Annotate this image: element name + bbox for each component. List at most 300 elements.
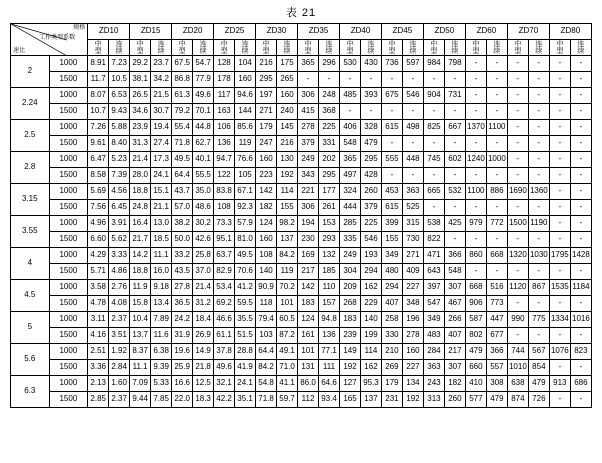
data-cell: 231 [381, 392, 402, 408]
data-cell: 874 [507, 392, 528, 408]
data-cell: - [360, 72, 381, 88]
data-cell: - [570, 168, 591, 184]
data-cell: 49.5 [172, 152, 193, 168]
data-cell: 50.0 [172, 232, 193, 248]
specification-table [10, 23, 592, 408]
data-cell: - [423, 104, 444, 120]
data-cell: 128 [214, 56, 235, 72]
data-cell: - [570, 200, 591, 216]
data-cell: 183 [298, 296, 319, 312]
data-cell: - [570, 232, 591, 248]
data-cell: 471 [423, 248, 444, 264]
data-cell: 30.7 [151, 104, 172, 120]
data-cell: 26.5 [130, 88, 151, 104]
data-cell: 43.5 [172, 264, 193, 280]
rpm-cell: 1000 [49, 184, 88, 200]
data-cell: 331 [319, 136, 340, 152]
data-cell: 94.7 [214, 152, 235, 168]
data-cell: - [298, 72, 319, 88]
data-cell: - [465, 136, 486, 152]
data-cell: 268 [340, 296, 361, 312]
data-cell: 1.92 [109, 344, 130, 360]
data-cell: - [549, 72, 570, 88]
data-cell: 306 [298, 88, 319, 104]
page-title: 表 21 [285, 7, 317, 19]
data-cell: 25.9 [172, 360, 193, 376]
data-cell: - [381, 136, 402, 152]
table-head [11, 24, 592, 56]
data-cell: 278 [298, 120, 319, 136]
data-cell: 615 [381, 200, 402, 216]
column-group-header: ZD20 [172, 24, 214, 40]
data-cell: 182 [256, 200, 277, 216]
data-cell: - [528, 328, 549, 344]
data-cell: 70.1 [193, 104, 214, 120]
data-cell: 145 [277, 120, 298, 136]
data-cell: 243 [423, 376, 444, 392]
data-cell: - [486, 104, 507, 120]
data-cell: - [570, 104, 591, 120]
data-cell: 1690 [507, 184, 528, 200]
column-group-header: ZD10 [88, 24, 130, 40]
data-cell: 271 [256, 104, 277, 120]
table-body [11, 56, 592, 408]
data-cell: - [444, 232, 465, 248]
data-cell: 25.8 [193, 248, 214, 264]
data-cell: - [570, 136, 591, 152]
data-cell: 61.3 [172, 88, 193, 104]
data-cell: 247 [256, 136, 277, 152]
data-cell: 9.39 [151, 360, 172, 376]
ratio-cell: 2.8 [11, 152, 50, 184]
data-cell: 192 [402, 392, 423, 408]
data-cell: 406 [340, 120, 361, 136]
data-cell: 73.3 [214, 216, 235, 232]
data-cell: 62.7 [193, 136, 214, 152]
data-cell: - [465, 200, 486, 216]
data-cell: 197 [256, 88, 277, 104]
data-cell: 98.2 [277, 216, 298, 232]
data-cell: 93.4 [319, 392, 340, 408]
data-cell: 13.0 [151, 216, 172, 232]
data-cell: 448 [402, 152, 423, 168]
data-cell: 295 [256, 72, 277, 88]
data-cell: 397 [423, 280, 444, 296]
table-row [11, 56, 592, 72]
data-cell: - [549, 216, 570, 232]
data-cell: - [528, 296, 549, 312]
data-cell: 16.6 [172, 376, 193, 392]
data-cell: 1370 [465, 120, 486, 136]
rpm-cell: 1000 [49, 120, 88, 136]
data-cell: 15.1 [151, 184, 172, 200]
column-sub-header: 中 型 [507, 40, 528, 56]
data-cell: 538 [423, 216, 444, 232]
column-sub-header: 连 续 [151, 40, 172, 56]
data-cell: - [507, 56, 528, 72]
data-cell: 516 [486, 280, 507, 296]
data-cell: 266 [444, 312, 465, 328]
rpm-cell: 1000 [49, 376, 88, 392]
data-cell: - [507, 200, 528, 216]
data-cell: 122 [214, 168, 235, 184]
data-cell: 249 [298, 152, 319, 168]
data-cell: - [402, 104, 423, 120]
data-cell: 453 [381, 184, 402, 200]
data-cell: 736 [381, 56, 402, 72]
data-cell: 479 [528, 376, 549, 392]
data-cell: 229 [360, 296, 381, 312]
data-cell: 6.60 [88, 232, 109, 248]
data-cell: 59.5 [235, 296, 256, 312]
data-cell: 772 [486, 216, 507, 232]
data-cell: 328 [360, 120, 381, 136]
data-cell: 979 [465, 216, 486, 232]
data-cell: 112 [298, 392, 319, 408]
data-cell: 85.6 [235, 120, 256, 136]
data-cell: - [381, 168, 402, 184]
data-cell: 124 [298, 312, 319, 328]
data-cell: 161 [298, 328, 319, 344]
data-cell: 11.6 [151, 328, 172, 344]
data-cell: 144 [235, 104, 256, 120]
data-cell: 294 [360, 264, 381, 280]
data-cell: 155 [381, 232, 402, 248]
data-cell: 343 [298, 168, 319, 184]
rpm-cell: 1500 [49, 392, 88, 408]
data-cell: 217 [444, 344, 465, 360]
data-cell: 90.9 [256, 280, 277, 296]
data-cell: - [549, 296, 570, 312]
data-cell: 209 [340, 280, 361, 296]
data-cell: 32.1 [214, 376, 235, 392]
data-cell: 913 [549, 376, 570, 392]
data-cell: 160 [256, 232, 277, 248]
data-cell: 94.8 [319, 312, 340, 328]
column-sub-header: 连 续 [235, 40, 256, 56]
data-cell: 127 [340, 376, 361, 392]
data-cell: 904 [423, 88, 444, 104]
data-cell: 258 [381, 312, 402, 328]
data-cell: 46.6 [214, 312, 235, 328]
data-cell: 5.62 [109, 232, 130, 248]
data-cell: 86.0 [298, 376, 319, 392]
table-header-group-row [11, 24, 592, 40]
data-cell: 2.85 [88, 392, 109, 408]
table-row [11, 360, 592, 376]
data-cell: 64.6 [319, 376, 340, 392]
data-cell: 57.0 [172, 200, 193, 216]
data-cell: 269 [381, 360, 402, 376]
data-cell: 9.61 [88, 136, 109, 152]
data-cell: 1360 [528, 184, 549, 200]
data-cell: - [570, 152, 591, 168]
table-header-sub-row [11, 40, 592, 56]
data-cell: 773 [486, 296, 507, 312]
data-cell: 134 [402, 376, 423, 392]
rpm-cell: 1500 [49, 328, 88, 344]
data-cell: 14.9 [193, 344, 214, 360]
column-group-header: ZD25 [214, 24, 256, 40]
data-cell: 110 [319, 280, 340, 296]
data-cell: 802 [465, 328, 486, 344]
data-cell: 587 [465, 312, 486, 328]
rpm-cell: 1500 [49, 136, 88, 152]
data-cell: 308 [486, 376, 507, 392]
table-row [11, 312, 592, 328]
data-cell: - [444, 200, 465, 216]
data-cell: 1320 [507, 248, 528, 264]
data-cell: 70.2 [277, 280, 298, 296]
data-cell: 990 [507, 312, 528, 328]
column-sub-header: 连 续 [570, 40, 591, 56]
data-cell: 1334 [549, 312, 570, 328]
data-cell: 602 [444, 152, 465, 168]
data-cell: 265 [277, 72, 298, 88]
data-cell: - [570, 328, 591, 344]
data-cell: 157 [319, 296, 340, 312]
data-cell: - [486, 72, 507, 88]
data-cell: 726 [528, 392, 549, 408]
column-group-header: ZD70 [507, 24, 549, 40]
table-row [11, 328, 592, 344]
data-cell: 37.0 [193, 264, 214, 280]
data-cell: 730 [402, 232, 423, 248]
data-cell: 1500 [507, 216, 528, 232]
data-cell: 28.0 [130, 168, 151, 184]
data-cell: 8.40 [109, 136, 130, 152]
data-cell: 19.4 [151, 120, 172, 136]
data-cell: 854 [528, 360, 549, 376]
data-cell: 3.11 [88, 312, 109, 328]
data-cell: 210 [381, 344, 402, 360]
data-cell: 41.9 [235, 360, 256, 376]
column-sub-header: 连 续 [444, 40, 465, 56]
data-cell: 823 [570, 344, 591, 360]
data-cell: - [423, 72, 444, 88]
data-cell: 37.8 [214, 344, 235, 360]
data-cell: - [570, 360, 591, 376]
data-cell: 668 [486, 248, 507, 264]
data-cell: - [340, 104, 361, 120]
data-cell: - [528, 88, 549, 104]
data-cell: - [507, 232, 528, 248]
data-cell: 363 [402, 184, 423, 200]
data-cell: 140 [360, 312, 381, 328]
data-cell: 498 [402, 120, 423, 136]
data-cell: 34.2 [151, 72, 172, 88]
data-cell: 35.0 [193, 184, 214, 200]
data-cell: 307 [444, 360, 465, 376]
data-cell: 49.1 [277, 344, 298, 360]
data-cell: 6.47 [88, 152, 109, 168]
data-cell: 225 [360, 216, 381, 232]
data-cell: - [507, 72, 528, 88]
ratio-cell: 5 [11, 312, 50, 344]
data-cell: - [486, 56, 507, 72]
data-cell: 225 [319, 120, 340, 136]
data-cell: 410 [465, 376, 486, 392]
column-sub-header: 中 型 [172, 40, 193, 56]
data-cell: - [507, 168, 528, 184]
data-cell: 142 [256, 184, 277, 200]
data-cell: 136 [319, 328, 340, 344]
data-cell: 71.8 [172, 136, 193, 152]
data-cell: - [528, 136, 549, 152]
data-cell: 1076 [549, 344, 570, 360]
data-cell: - [549, 184, 570, 200]
data-cell: 153 [319, 216, 340, 232]
data-cell: - [402, 136, 423, 152]
data-cell: - [528, 264, 549, 280]
data-cell: 261 [319, 200, 340, 216]
data-cell: 21.4 [193, 280, 214, 296]
data-cell: 86.8 [172, 72, 193, 88]
column-sub-header: 中 型 [465, 40, 486, 56]
data-cell: - [360, 104, 381, 120]
data-cell: 183 [340, 312, 361, 328]
data-cell: - [549, 88, 570, 104]
data-cell: - [528, 232, 549, 248]
data-cell: - [507, 120, 528, 136]
data-cell: 40.1 [193, 152, 214, 168]
data-cell: 162 [360, 280, 381, 296]
data-cell: 984 [423, 56, 444, 72]
corner-label-spec: 规格 [73, 25, 86, 31]
data-cell: 179 [256, 120, 277, 136]
column-sub-header: 中 型 [214, 40, 235, 56]
data-cell: 1000 [486, 152, 507, 168]
data-cell: 105 [235, 168, 256, 184]
data-cell: - [549, 360, 570, 376]
data-cell: 1010 [507, 360, 528, 376]
data-cell: 21.8 [193, 360, 214, 376]
data-cell: - [570, 120, 591, 136]
data-cell: 3.51 [109, 328, 130, 344]
data-cell: 49.6 [193, 88, 214, 104]
data-cell: - [507, 152, 528, 168]
data-cell: - [549, 200, 570, 216]
data-cell: 284 [423, 344, 444, 360]
data-cell: 137 [360, 392, 381, 408]
column-sub-header: 中 型 [549, 40, 570, 56]
corner-label-ratio: 速比 [13, 48, 26, 54]
data-cell: 59.7 [277, 392, 298, 408]
data-cell: 479 [360, 136, 381, 152]
column-sub-header: 连 续 [319, 40, 340, 56]
data-cell: 1184 [570, 280, 591, 296]
data-cell: 19.6 [172, 344, 193, 360]
data-cell: 306 [298, 200, 319, 216]
data-cell: 532 [444, 184, 465, 200]
data-cell: 1.60 [109, 376, 130, 392]
data-cell: 425 [444, 216, 465, 232]
data-cell: 17.3 [151, 152, 172, 168]
data-cell: 18.8 [130, 184, 151, 200]
data-cell: 1100 [465, 184, 486, 200]
rpm-cell: 1500 [49, 296, 88, 312]
table-row [11, 232, 592, 248]
data-cell: 137 [277, 232, 298, 248]
data-cell: 675 [381, 88, 402, 104]
data-cell: - [549, 120, 570, 136]
data-cell: 57.9 [235, 216, 256, 232]
data-cell: 16.0 [151, 264, 172, 280]
data-cell: - [528, 72, 549, 88]
data-cell: 34.6 [130, 104, 151, 120]
ratio-cell: 2 [11, 56, 50, 88]
data-cell: 363 [423, 360, 444, 376]
data-cell: 118 [256, 296, 277, 312]
data-cell: 182 [444, 376, 465, 392]
data-cell: 108 [214, 200, 235, 216]
data-cell: 18.5 [151, 232, 172, 248]
data-cell: 430 [360, 56, 381, 72]
data-cell: 9.43 [109, 104, 130, 120]
data-cell: 4.78 [88, 296, 109, 312]
data-cell: - [444, 168, 465, 184]
data-cell: 54.7 [193, 56, 214, 72]
table-row [11, 104, 592, 120]
table-row [11, 88, 592, 104]
data-cell: 41.1 [277, 376, 298, 392]
data-cell: 61.1 [214, 328, 235, 344]
data-cell: 349 [381, 248, 402, 264]
table-row [11, 168, 592, 184]
column-sub-header: 连 续 [109, 40, 130, 56]
data-cell: - [570, 216, 591, 232]
data-cell: 136 [214, 136, 235, 152]
data-cell: 108 [256, 248, 277, 264]
data-cell: 49.5 [235, 248, 256, 264]
data-cell: - [528, 200, 549, 216]
table-row [11, 376, 592, 392]
data-cell: 271 [402, 248, 423, 264]
data-cell: 822 [423, 232, 444, 248]
rpm-cell: 1500 [49, 264, 88, 280]
data-cell: - [486, 136, 507, 152]
data-cell: 227 [402, 280, 423, 296]
table-row [11, 264, 592, 280]
data-cell: 686 [570, 376, 591, 392]
data-cell: 67.5 [172, 56, 193, 72]
data-cell: - [486, 232, 507, 248]
data-cell: 4.29 [88, 248, 109, 264]
data-cell: 7.85 [151, 392, 172, 408]
data-cell: - [507, 104, 528, 120]
data-cell: 227 [402, 360, 423, 376]
data-cell: 548 [340, 136, 361, 152]
data-cell: 335 [340, 232, 361, 248]
data-cell: 27.4 [151, 136, 172, 152]
data-cell: - [423, 200, 444, 216]
data-cell: 8.91 [88, 56, 109, 72]
data-cell: 101 [277, 296, 298, 312]
data-cell: 4.08 [109, 296, 130, 312]
data-cell: - [570, 184, 591, 200]
data-cell: 4.16 [88, 328, 109, 344]
table-row [11, 280, 592, 296]
data-cell: - [549, 168, 570, 184]
data-cell: 132 [319, 248, 340, 264]
data-cell: 199 [360, 328, 381, 344]
data-cell: 33.2 [172, 248, 193, 264]
data-cell: 249 [340, 248, 361, 264]
data-cell: 479 [486, 392, 507, 408]
data-cell: 77.1 [319, 344, 340, 360]
data-cell: 860 [465, 248, 486, 264]
data-cell: 217 [298, 264, 319, 280]
